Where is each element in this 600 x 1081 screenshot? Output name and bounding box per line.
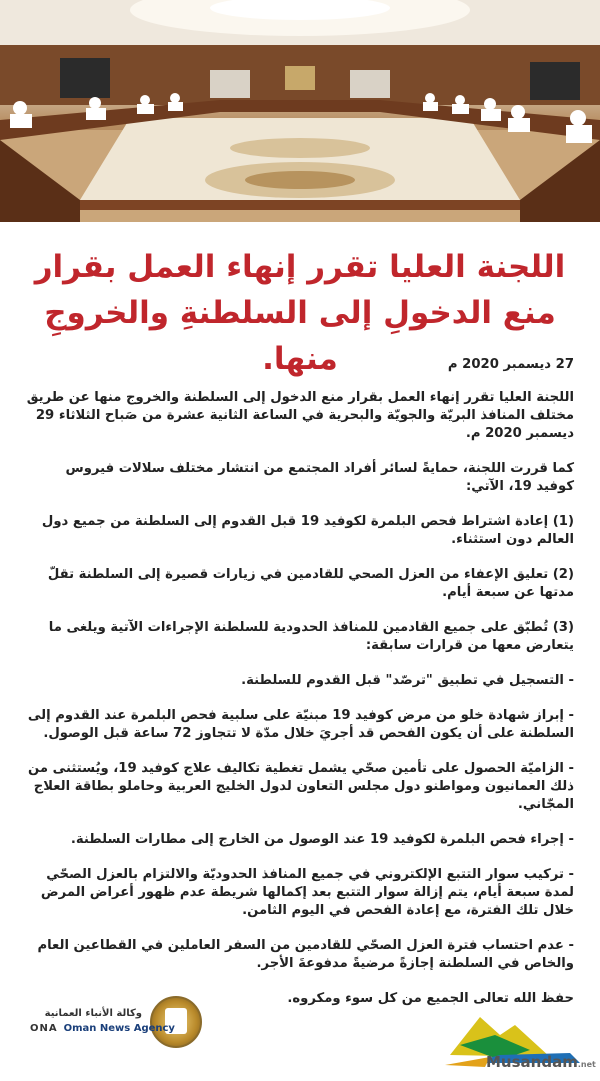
article-body <box>26 356 574 1008</box>
musandam-watermark <box>440 1005 600 1077</box>
article-headline: اللجنة العليا تقرر إنهاء العمل بقرار منع الدخولِ إلى السلطنةِ والخروجِ منها. <box>34 249 566 377</box>
paragraph-sick-leave: - عدم احتساب فترة العزل الصحّي للقادمين من السفر العاملين في القطاعين العام والخاص في السلطنة إجازةً مرضيةً مدفوعةَ الأجر. <box>37 938 574 971</box>
meeting-hall-illustration <box>0 0 600 222</box>
paragraph-tracking-bracelet: - تركيب سوار التتبع الإلكتروني في جميع المنافذ الحدوديّة والالتزام بالعزل الصحّي لمدة سبعة أيام، يتم إزالة سوار التتبع بعد إكمالها شريطة عدم ظهور أعراض المرض خلال تلك الفترة، مع إعادة الفحص في اليوم الثامن. <box>40 867 574 918</box>
musandam-text <box>486 1053 596 1071</box>
ona-english-text: Oman News Agency <box>63 1023 175 1034</box>
paragraph-item-3: (3) تُطبّق على جميع القادمين للمنافذ الحدودية للسلطنة الإجراءات الآتية ويلغى ما يتعارض معها من قرارات سابقة: <box>48 620 574 653</box>
paragraph-arrival-pcr: - إجراء فحص البلمرة لكوفيد 19 عند الوصول من الخارج إلى مطارات السلطنة. <box>70 832 574 847</box>
paragraph-tarassud: - التسجيل في تطبيق "ترصّد" قبل القدوم للسلطنة. <box>241 673 574 688</box>
ona-logo <box>30 996 200 1046</box>
musandam-name: Musandam <box>486 1053 578 1071</box>
paragraph-health-insurance: - الزاميّة الحصول على تأمين صحّي يشمل تغطية تكاليف علاج كوفيد 19، ويُستثنى من ذلك العمانيون ومواطنو دول مجلس التعاون لدول الخليج العربية وحاملو بطاقة العلاج المجّاني. <box>27 761 574 812</box>
paragraph-closing: حفظ الله تعالى الجميع من كل سوء ومكروه. <box>287 991 574 1006</box>
ona-english-name <box>30 1023 175 1034</box>
paragraph-item-2: (2) تعليق الإعفاء من العزل الصحي للقادمين في زيارات قصيرة إلى السلطنة تقلّ مدتها عن سبعة أيام. <box>47 567 574 600</box>
paragraph-committee-decisions: كما قررت اللجنة، حمايةً لسائر أفراد المجتمع من انتشار مختلف سلالات فيروس كوفيد 19، الآتي: <box>65 461 574 494</box>
ona-abbreviation: ONA <box>30 1023 58 1034</box>
musandam-suffix: .net <box>577 1060 596 1069</box>
header-photo-meeting-hall <box>0 0 600 222</box>
paragraph-item-1: (1) إعادة اشتراط فحص البلمرة لكوفيد 19 قبل القدوم إلى السلطنة من جميع دول العالم دون استثناء. <box>41 514 574 547</box>
article-date: 27 ديسمبر 2020 م <box>447 357 574 372</box>
paragraph-intro: اللجنة العليا تقرر إنهاء العمل بقرار منع الدخول إلى السلطنة والخروج منها عن طريق مختلف المنافذ البريّة والجويّة والبحرية في الساعة الثانية عشرة من صَباح الثلاثاء 29 ديسمبر 2020 م. <box>26 390 574 441</box>
ona-arabic-name: وكالة الأنباء العمانية <box>44 1008 142 1019</box>
ona-seal-icon <box>150 996 202 1048</box>
paragraph-pcr-certificate: - إبراز شهادة خلو من مرض كوفيد 19 مبنيّة على سلبية فحص البلمرة عند القدوم إلى السلطنة على أن يكون الفحص قد أجريَ خلال مدّة لا تتجاوز 72 ساعة قبل الوصول. <box>27 708 574 741</box>
